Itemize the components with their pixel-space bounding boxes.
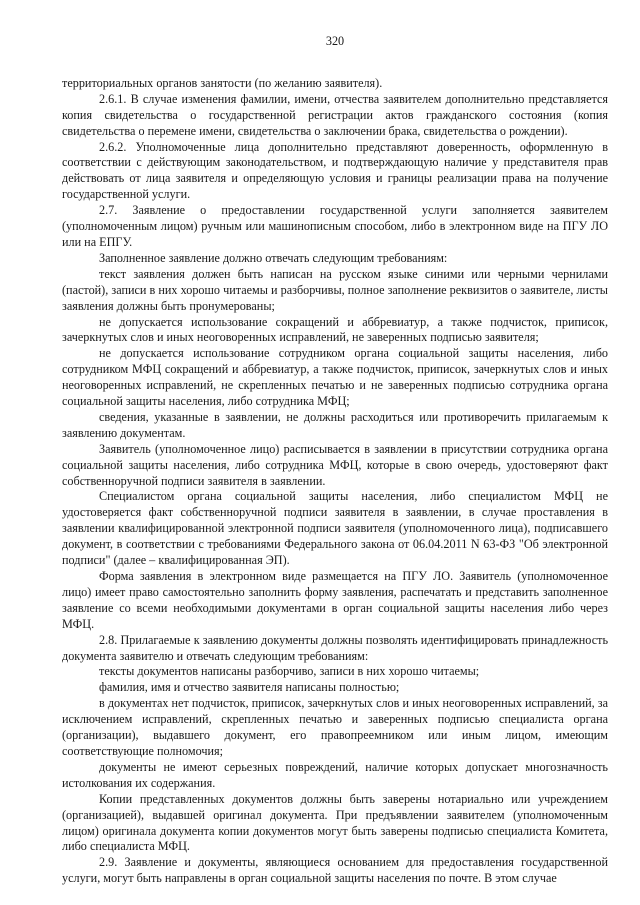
paragraph: сведения, указанные в заявлении, не должны расходиться или противоречить прилагаемым к заявлению документам. [62,409,608,440]
paragraph: 2.8. Прилагаемые к заявлению документы должны позволять идентифицировать принадлежность документа заявителю и отвечать следующим требованиям: [62,632,608,663]
document-page [62,34,608,887]
paragraph: фамилия, имя и отчество заявителя написаны полностью; [99,680,400,695]
paragraph: не допускается использование сотрудником органа социальной защиты населения, либо сотрудником МФЦ сокращений и аббревиатур, а также подчисток, приписок, зачеркнутых слов и иных неоговоренных исправлений, не скрепленных печатью и не заверенных подписью сотрудника органа социальной защиты населения, либо сотрудника МФЦ; [62,346,608,409]
paragraph: 2.6.2. Уполномоченные лица дополнительно представляют доверенность, оформленную в соответствии с действующим законодательством, и подтверждающую наличие у представителя прав действовать от лица заявителя и определяющую условия и границы реализации права на получение государственной услуги. [62,139,608,202]
paragraph: не допускается использование сокращений и аббревиатур, а также подчисток, приписок, зачеркнутых слов и иных неоговоренных исправлений, не заверенных подписью заявителя; [62,314,608,345]
paragraph: текст заявления должен быть написан на русском языке синими или черными чернилами (пастой), записи в них хорошо читаемы и разборчивы, полное заполнение реквизитов о заявителе, листы заявления должны быть пронумерованы; [62,266,608,313]
paragraph: Копии представленных документов должны быть заверены нотариально или учреждением (организацией), выдавшей оригинал документа. При предъявлении заявителем (уполномоченным лицом) оригинала документа копии документов могут быть заверены подписью специалиста Комитета, либо специалиста МФЦ. [62,791,608,854]
paragraph: 2.7. Заявление о предоставлении государственной услуги заполняется заявителем (уполномоченным лицом) ручным или машинописным способом, либо в электронном виде на ПГУ ЛО или на ЕПГУ. [62,203,608,249]
paragraph: Заполненное заявление должно отвечать следующим требованиям: [99,250,448,265]
paragraph: документы не имеют серьезных повреждений, наличие которых допускает многозначность истолкования их содержания. [62,759,608,790]
paragraph: территориальных органов занятости (по желанию заявителя). [62,75,383,90]
paragraph: Форма заявления в электронном виде размещается на ПГУ ЛО. Заявитель (уполномоченное лицо) имеет право самостоятельно заполнить форму заявления, распечатать и представить заполненное заявление со всеми необходимыми документами в орган социальной защиты населения либо через МФЦ. [62,569,608,631]
paragraph: 2.6.1. В случае изменения фамилии, имени, отчества заявителем дополнительно представляется копия свидетельства о государственной регистрации актов гражданского состояния (копия свидетельства о перемене имени, свидетельства о заключении брака, свидетельства о рождении). [62,91,608,138]
paragraph: тексты документов написаны разборчиво, записи в них хорошо читаемы; [99,664,480,679]
paragraph: 2.9. Заявление и документы, являющиеся основанием для предоставления государственной услуги, могут быть направлены в орган социальной защиты населения по почте. В этом случае [62,855,608,886]
paragraph: Специалистом органа социальной защиты населения, либо специалистом МФЦ не удостоверяется факт собственноручной подписи заявителя в заявлении, в случае проставления в заявлении квалифицированной электронной подписи заявителя (уполномоченного лица), подписавшего документ, в соответствии с требованиями Федерального закона от 06.04.2011 N 63-ФЗ "Об электронной подписи" (далее – квалифицированная ЭП). [62,489,608,568]
paragraph: в документах нет подчисток, приписок, зачеркнутых слов и иных неоговоренных исправлений, за исключением исправлений, скрепленных печатью и заверенных подписью специалиста органа (организации), выдавшего документ, его правопреемником или иным лицом, имеющим соответствующие полномочия; [62,696,608,758]
page-number: 320 [325,34,345,48]
paragraph: Заявитель (уполномоченное лицо) расписывается в заявлении в присутствии сотрудника органа социальной защиты населения, либо сотрудника МФЦ, которые в свою очередь, удостоверяют факт собственноручной подписи заявителя в заявлении. [62,441,608,488]
